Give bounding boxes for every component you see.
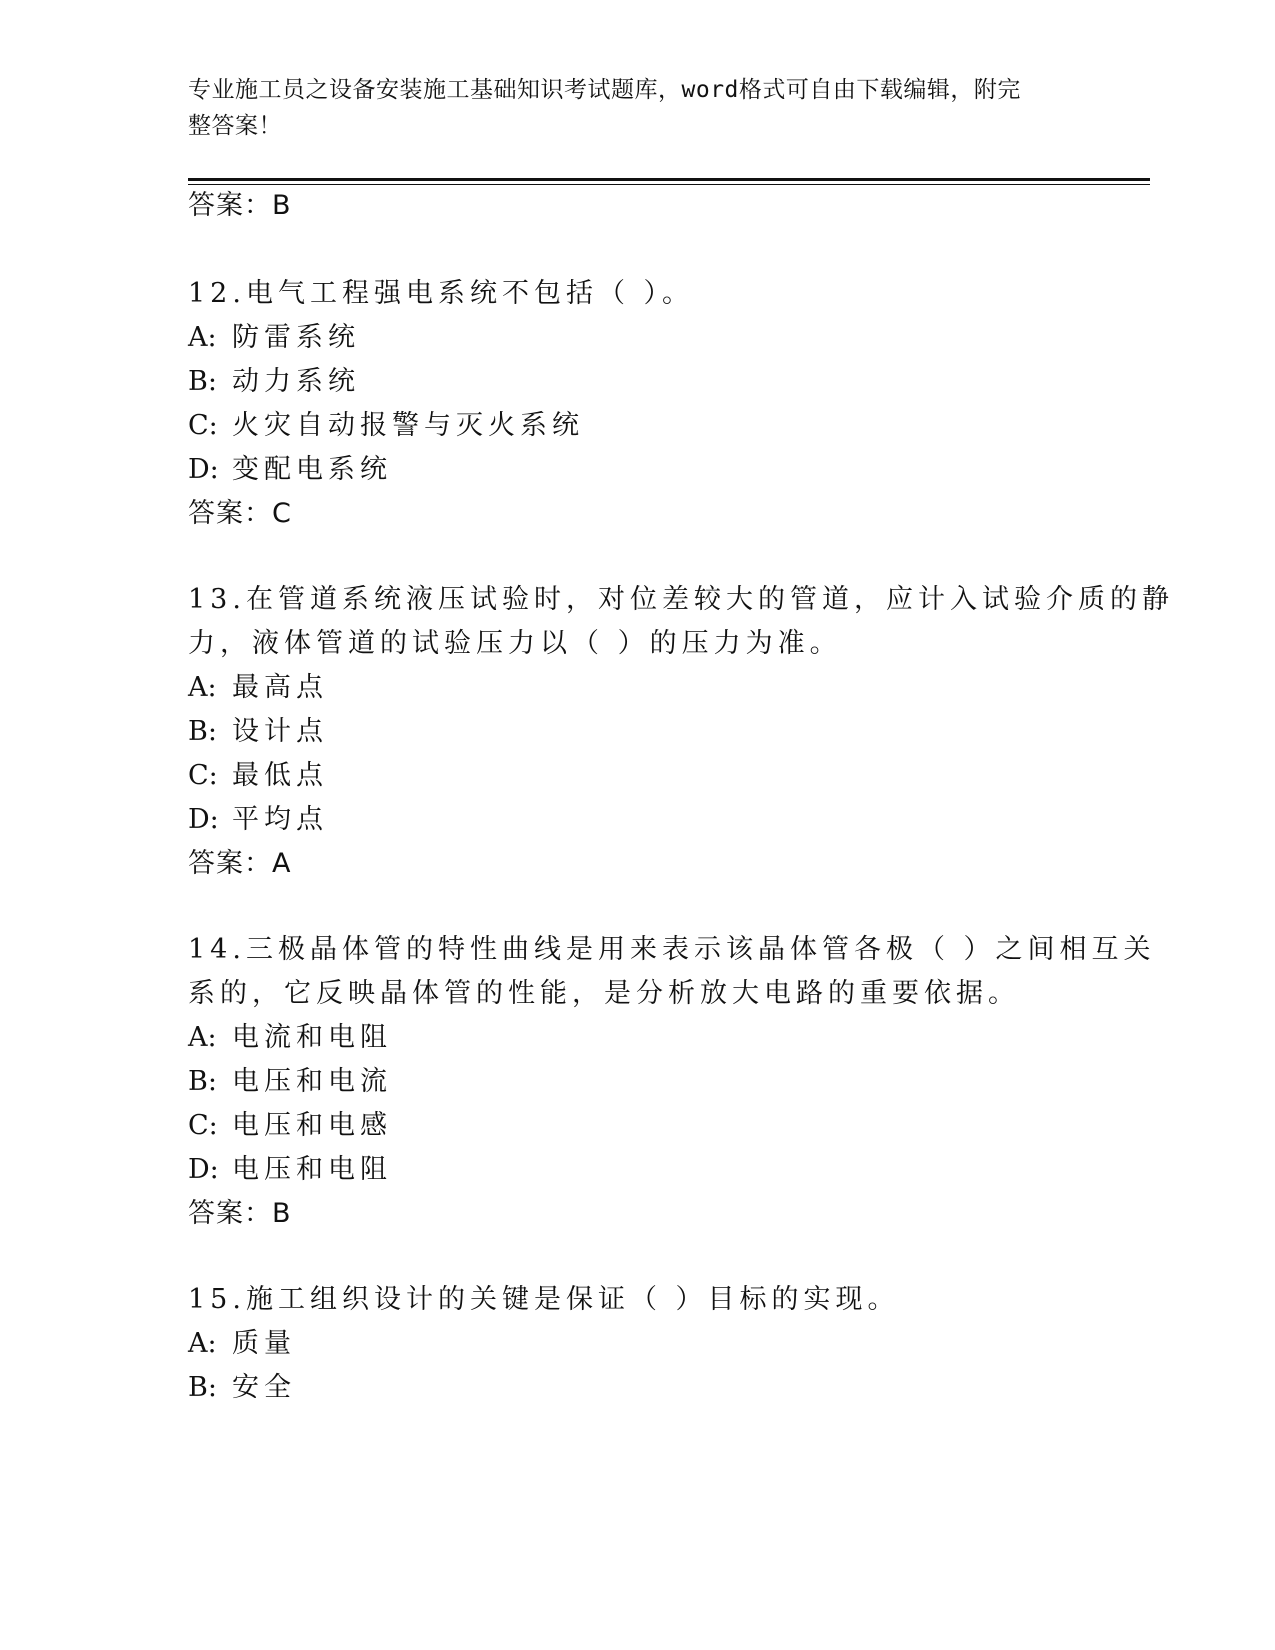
option-text: 设计点 xyxy=(232,716,328,747)
question-14-stem-line-1: 14.三极晶体管的特性曲线是用来表示该晶体管各极（ ）之间相互关 xyxy=(188,934,1156,965)
option-label: B: xyxy=(188,1066,217,1097)
question-15-option-a xyxy=(188,1324,296,1364)
option-text: 防雷系统 xyxy=(232,322,360,353)
previous-answer: 答案：B xyxy=(188,190,292,221)
question-14-option-d xyxy=(188,1150,392,1190)
option-text: 最低点 xyxy=(232,760,328,791)
option-text: 质量 xyxy=(232,1328,296,1359)
question-14-option-c xyxy=(188,1106,392,1146)
option-label: B: xyxy=(188,716,217,747)
question-13-option-a xyxy=(188,668,328,708)
question-13-stem-line-1: 13.在管道系统液压试验时，对位差较大的管道，应计入试验介质的静 xyxy=(188,584,1174,615)
option-label: D: xyxy=(188,1154,219,1185)
option-text: 电压和电感 xyxy=(232,1110,392,1141)
option-text: 电压和电流 xyxy=(232,1066,392,1097)
option-label: C: xyxy=(188,760,218,791)
question-13-option-d xyxy=(188,800,328,840)
question-12-option-b xyxy=(188,362,360,402)
question-14-option-a xyxy=(188,1018,392,1058)
question-13-option-b xyxy=(188,712,328,752)
question-14-option-b xyxy=(188,1062,392,1102)
option-label: A: xyxy=(188,672,217,703)
question-12-answer: 答案：C xyxy=(188,498,292,529)
option-text: 平均点 xyxy=(232,804,328,835)
question-14-answer: 答案：B xyxy=(188,1198,292,1229)
option-text: 火灾自动报警与灭火系统 xyxy=(232,410,584,441)
question-15-stem: 15.施工组织设计的关键是保证（ ）目标的实现。 xyxy=(188,1284,900,1315)
header-line-2: 整答案！ xyxy=(188,113,282,139)
option-text: 电压和电阻 xyxy=(232,1154,392,1185)
question-12-option-c xyxy=(188,406,584,446)
option-label: A: xyxy=(188,1328,217,1359)
option-label: B: xyxy=(188,1372,217,1403)
header-line-1: 专业施工员之设备安装施工基础知识考试题库，word格式可自由下载编辑，附完 xyxy=(188,77,1021,103)
header-divider-thick xyxy=(188,178,1150,181)
question-13-stem-line-2: 力，液体管道的试验压力以（ ）的压力为准。 xyxy=(188,628,842,659)
option-label: B: xyxy=(188,366,217,397)
option-label: D: xyxy=(188,804,219,835)
header-divider-thin xyxy=(188,184,1150,185)
option-label: D: xyxy=(188,454,219,485)
question-13-answer: 答案：A xyxy=(188,848,292,879)
option-label: A: xyxy=(188,1022,217,1053)
option-text: 电流和电阻 xyxy=(232,1022,392,1053)
option-text: 最高点 xyxy=(232,672,328,703)
document-header xyxy=(188,72,1068,144)
option-text: 变配电系统 xyxy=(232,454,392,485)
option-label: C: xyxy=(188,1110,218,1141)
option-label: C: xyxy=(188,410,218,441)
option-text: 动力系统 xyxy=(232,366,360,397)
option-text: 安全 xyxy=(232,1372,296,1403)
option-label: A: xyxy=(188,322,217,353)
question-15-option-b xyxy=(188,1368,296,1408)
question-12-option-d xyxy=(188,450,392,490)
question-13-option-c xyxy=(188,756,328,796)
question-12-stem: 12.电气工程强电系统不包括（ ）。 xyxy=(188,278,695,309)
question-14-stem-line-2: 系的，它反映晶体管的性能，是分析放大电路的重要依据。 xyxy=(188,978,1020,1009)
question-12-option-a xyxy=(188,318,360,358)
